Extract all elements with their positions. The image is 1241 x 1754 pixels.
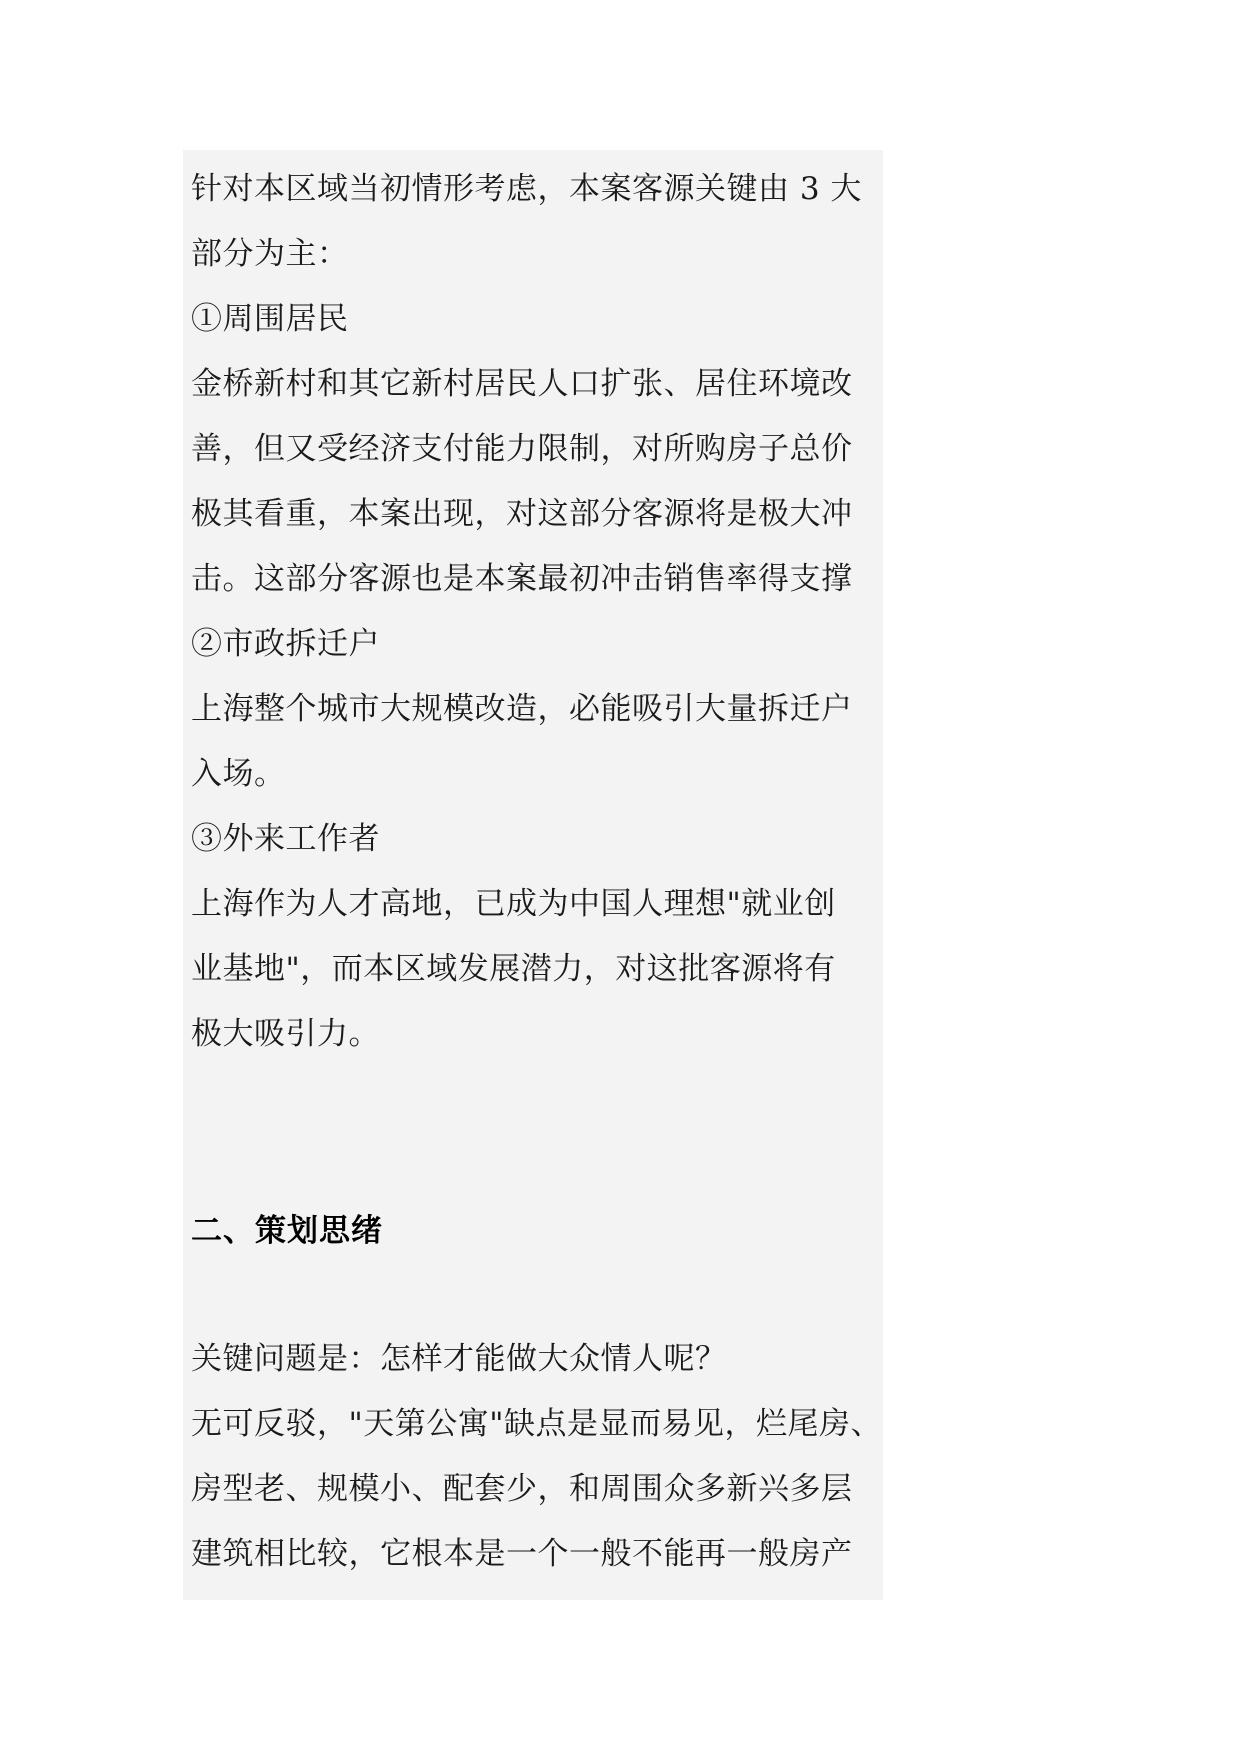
text-line: 金桥新村和其它新村居民人口扩张、居住环境改 — [191, 366, 853, 402]
text-line: 入场。 — [191, 756, 286, 792]
text-line: 善，但又受经济支付能力限制，对所购房子总价 — [191, 431, 853, 467]
list-heading-1: ①周围居民 — [191, 301, 349, 337]
text-line: 极大吸引力。 — [191, 1016, 380, 1052]
text-line: 击。这部分客源也是本案最初冲击销售率得支撑 — [191, 561, 853, 597]
list-heading-2: ②市政拆迁户 — [191, 626, 380, 662]
text-line: 针对本区域当初情形考虑，本案客源关键由 3 大 — [191, 171, 862, 207]
text-line: 部分为主： — [191, 236, 349, 272]
text-line: 业基地"，而本区域发展潜力，对这批客源将有 — [191, 951, 836, 987]
text-line: 上海作为人才高地，已成为中国人理想"就业创 — [191, 886, 836, 922]
list-heading-3: ③外来工作者 — [191, 821, 380, 857]
text-line: 建筑相比较，它根本是一个一般不能再一般房产 — [191, 1536, 853, 1572]
text-line: 无可反驳，"天第公寓"缺点是显而易见，烂尾房、 — [191, 1406, 883, 1442]
section-heading: 二、策划思绪 — [191, 1213, 383, 1249]
text-line: 房型老、规模小、配套少，和周围众多新兴多层 — [191, 1471, 853, 1507]
text-line: 上海整个城市大规模改造，必能吸引大量拆迁户 — [191, 691, 853, 727]
text-line: 极其看重，本案出现，对这部分客源将是极大冲 — [191, 496, 853, 532]
text-line: 关键问题是：怎样才能做大众情人呢？ — [191, 1341, 727, 1377]
